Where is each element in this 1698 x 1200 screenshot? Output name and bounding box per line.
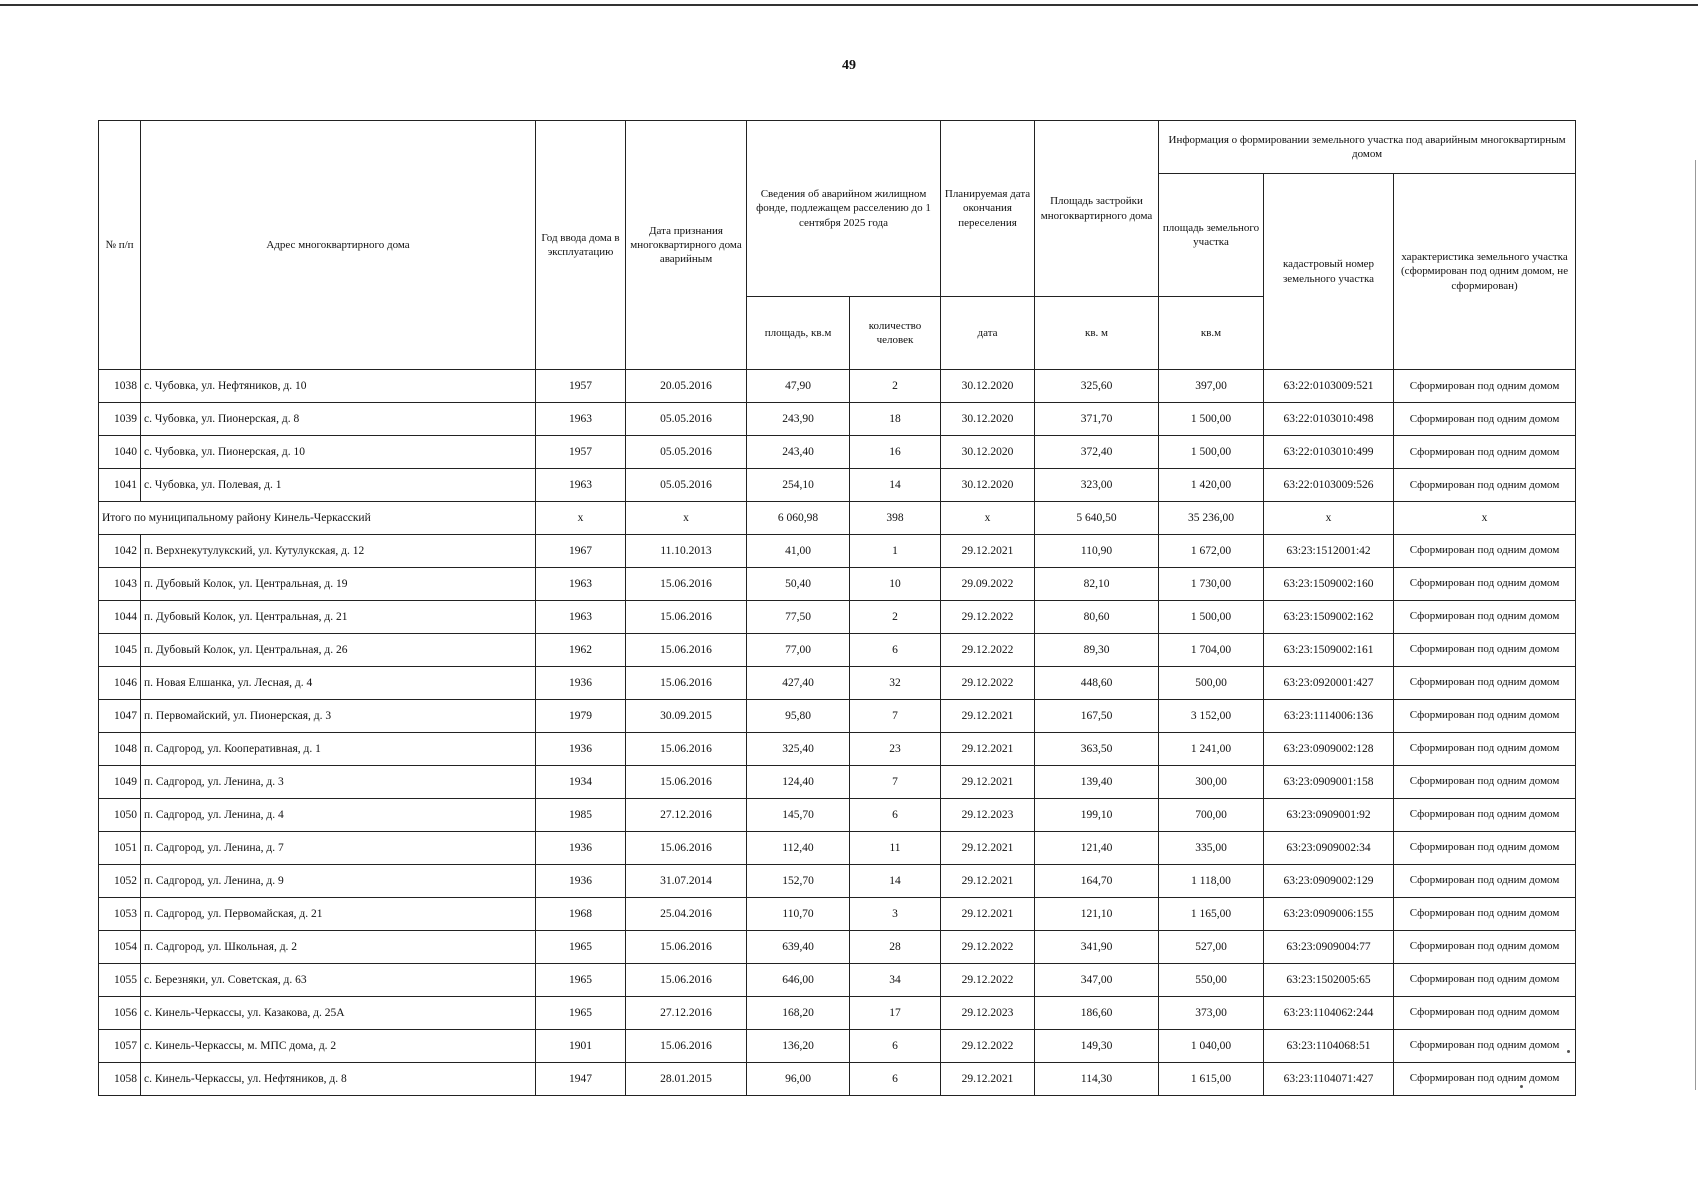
row-land-area: 1 730,00 (1159, 567, 1264, 600)
total-label: Итого по муниципальному району Кинель-Черкасский (99, 502, 536, 535)
row-date-recognized: 05.05.2016 (626, 403, 747, 436)
row-land-status: Сформирован под одним домом (1394, 666, 1576, 699)
row-address: п. Дубовый Колок, ул. Центральная, д. 19 (141, 567, 536, 600)
row-year: 1934 (536, 765, 626, 798)
table-row (99, 1029, 1576, 1062)
row-area: 41,00 (747, 534, 850, 567)
row-land-status: Сформирован под одним домом (1394, 534, 1576, 567)
row-area: 136,20 (747, 1029, 850, 1062)
row-address: п. Верхнекутулукский, ул. Кутулукская, д. 12 (141, 534, 536, 567)
row-area: 47,90 (747, 370, 850, 403)
row-building-area: 363,50 (1035, 732, 1159, 765)
total-cadastral: x (1264, 502, 1394, 535)
total-land-status: x (1394, 502, 1576, 535)
row-land-area: 1 672,00 (1159, 534, 1264, 567)
row-land-area: 1 500,00 (1159, 600, 1264, 633)
table-row (99, 370, 1576, 403)
header-year: Год ввода дома в эксплуатацию (536, 121, 626, 370)
row-number: 1046 (99, 666, 141, 699)
table-row (99, 930, 1576, 963)
header-building-area: Площадь застройки многоквартирного дома (1035, 121, 1159, 297)
row-planned-end: 29.12.2021 (941, 864, 1035, 897)
table-row (99, 600, 1576, 633)
row-land-area: 3 152,00 (1159, 699, 1264, 732)
row-planned-end: 30.12.2020 (941, 469, 1035, 502)
header-land-characteristic: характеристика земельного участка (сформирован под одним домом, не сформирован) (1394, 174, 1576, 370)
row-people: 28 (850, 930, 941, 963)
row-year: 1962 (536, 633, 626, 666)
table-row (99, 633, 1576, 666)
row-address: с. Березняки, ул. Советская, д. 63 (141, 963, 536, 996)
row-number: 1052 (99, 864, 141, 897)
row-year: 1963 (536, 469, 626, 502)
row-address: с. Чубовка, ул. Полевая, д. 1 (141, 469, 536, 502)
row-land-status: Сформирован под одним домом (1394, 403, 1576, 436)
unit-land: кв.м (1159, 297, 1264, 370)
row-people: 32 (850, 666, 941, 699)
row-people: 6 (850, 1062, 941, 1095)
row-date-recognized: 15.06.2016 (626, 930, 747, 963)
row-cadastral: 63:23:1512001:42 (1264, 534, 1394, 567)
header-land-area: площадь земельного участка (1159, 174, 1264, 297)
row-planned-end: 30.12.2020 (941, 370, 1035, 403)
header-num: № п/п (99, 121, 141, 370)
total-building: 5 640,50 (1035, 502, 1159, 535)
row-cadastral: 63:23:0909002:129 (1264, 864, 1394, 897)
row-land-area: 335,00 (1159, 831, 1264, 864)
row-cadastral: 63:23:0909002:34 (1264, 831, 1394, 864)
row-area: 50,40 (747, 567, 850, 600)
scan-margin-line (1695, 160, 1696, 1090)
row-number: 1048 (99, 732, 141, 765)
row-address: с. Кинель-Черкассы, ул. Нефтяников, д. 8 (141, 1062, 536, 1095)
row-date-recognized: 15.06.2016 (626, 666, 747, 699)
row-land-status: Сформирован под одним домом (1394, 633, 1576, 666)
row-planned-end: 29.12.2021 (941, 765, 1035, 798)
table-row (99, 1062, 1576, 1095)
row-address: п. Дубовый Колок, ул. Центральная, д. 21 (141, 600, 536, 633)
row-cadastral: 63:22:0103010:499 (1264, 436, 1394, 469)
table-row (99, 436, 1576, 469)
row-area: 168,20 (747, 996, 850, 1029)
row-building-area: 186,60 (1035, 996, 1159, 1029)
row-planned-end: 29.12.2022 (941, 633, 1035, 666)
table-row (99, 831, 1576, 864)
row-number: 1054 (99, 930, 141, 963)
row-building-area: 82,10 (1035, 567, 1159, 600)
row-number: 1042 (99, 534, 141, 567)
table-row (99, 897, 1576, 930)
row-building-area: 323,00 (1035, 469, 1159, 502)
row-planned-end: 29.12.2021 (941, 732, 1035, 765)
row-land-status: Сформирован под одним домом (1394, 1029, 1576, 1062)
row-number: 1043 (99, 567, 141, 600)
row-address: с. Кинель-Черкассы, м. МПС дома, д. 2 (141, 1029, 536, 1062)
row-building-area: 80,60 (1035, 600, 1159, 633)
row-number: 1056 (99, 996, 141, 1029)
row-year: 1936 (536, 831, 626, 864)
row-people: 16 (850, 436, 941, 469)
row-land-status: Сформирован под одним домом (1394, 469, 1576, 502)
row-building-area: 167,50 (1035, 699, 1159, 732)
row-address: п. Новая Елшанка, ул. Лесная, д. 4 (141, 666, 536, 699)
row-land-area: 1 241,00 (1159, 732, 1264, 765)
table-row (99, 567, 1576, 600)
table-row (99, 403, 1576, 436)
emergency-housing-table (98, 120, 1576, 1096)
row-year: 1967 (536, 534, 626, 567)
scan-speck (1520, 1085, 1523, 1088)
unit-people: количество человек (850, 297, 941, 370)
row-date-recognized: 05.05.2016 (626, 436, 747, 469)
row-planned-end: 29.12.2021 (941, 831, 1035, 864)
row-people: 6 (850, 633, 941, 666)
row-date-recognized: 27.12.2016 (626, 798, 747, 831)
row-people: 2 (850, 600, 941, 633)
row-land-status: Сформирован под одним домом (1394, 370, 1576, 403)
row-area: 95,80 (747, 699, 850, 732)
row-people: 34 (850, 963, 941, 996)
row-cadastral: 63:23:1104068:51 (1264, 1029, 1394, 1062)
row-cadastral: 63:23:1509002:162 (1264, 600, 1394, 633)
row-address: с. Чубовка, ул. Пионерская, д. 8 (141, 403, 536, 436)
row-cadastral: 63:23:1104062:244 (1264, 996, 1394, 1029)
row-date-recognized: 15.06.2016 (626, 831, 747, 864)
row-land-area: 1 704,00 (1159, 633, 1264, 666)
row-building-area: 448,60 (1035, 666, 1159, 699)
row-building-area: 347,00 (1035, 963, 1159, 996)
row-year: 1963 (536, 403, 626, 436)
row-year: 1968 (536, 897, 626, 930)
row-number: 1051 (99, 831, 141, 864)
row-planned-end: 30.12.2020 (941, 436, 1035, 469)
row-area: 325,40 (747, 732, 850, 765)
row-people: 18 (850, 403, 941, 436)
row-land-area: 500,00 (1159, 666, 1264, 699)
row-cadastral: 63:23:1509002:160 (1264, 567, 1394, 600)
row-land-status: Сформирован под одним домом (1394, 1062, 1576, 1095)
table-row (99, 963, 1576, 996)
row-land-status: Сформирован под одним домом (1394, 798, 1576, 831)
row-cadastral: 63:23:1104071:427 (1264, 1062, 1394, 1095)
row-planned-end: 29.09.2022 (941, 567, 1035, 600)
row-year: 1965 (536, 996, 626, 1029)
unit-date: дата (941, 297, 1035, 370)
row-people: 1 (850, 534, 941, 567)
row-area: 145,70 (747, 798, 850, 831)
row-cadastral: 63:23:0920001:427 (1264, 666, 1394, 699)
row-planned-end: 29.12.2021 (941, 897, 1035, 930)
row-planned-end: 30.12.2020 (941, 403, 1035, 436)
row-building-area: 89,30 (1035, 633, 1159, 666)
row-planned-end: 29.12.2022 (941, 930, 1035, 963)
row-people: 2 (850, 370, 941, 403)
row-address: п. Первомайский, ул. Пионерская, д. 3 (141, 699, 536, 732)
row-number: 1047 (99, 699, 141, 732)
row-date-recognized: 20.05.2016 (626, 370, 747, 403)
row-area: 243,40 (747, 436, 850, 469)
row-land-area: 1 165,00 (1159, 897, 1264, 930)
row-year: 1963 (536, 600, 626, 633)
total-land: 35 236,00 (1159, 502, 1264, 535)
row-building-area: 114,30 (1035, 1062, 1159, 1095)
row-people: 7 (850, 765, 941, 798)
row-building-area: 325,60 (1035, 370, 1159, 403)
row-address: п. Садгород, ул. Ленина, д. 9 (141, 864, 536, 897)
row-land-area: 373,00 (1159, 996, 1264, 1029)
row-number: 1045 (99, 633, 141, 666)
row-land-area: 1 500,00 (1159, 436, 1264, 469)
total-year: x (536, 502, 626, 535)
row-land-status: Сформирован под одним домом (1394, 732, 1576, 765)
row-land-area: 1 500,00 (1159, 403, 1264, 436)
row-area: 639,40 (747, 930, 850, 963)
header-emergency-fund: Сведения об аварийном жилищном фонде, подлежащем расселению до 1 сентября 2025 года (747, 121, 941, 297)
row-land-status: Сформирован под одним домом (1394, 963, 1576, 996)
row-area: 112,40 (747, 831, 850, 864)
header-cadastral: кадастровый номер земельного участка (1264, 174, 1394, 370)
row-planned-end: 29.12.2022 (941, 963, 1035, 996)
row-area: 77,00 (747, 633, 850, 666)
row-year: 1936 (536, 732, 626, 765)
row-land-area: 527,00 (1159, 930, 1264, 963)
row-address: п. Садгород, ул. Кооперативная, д. 1 (141, 732, 536, 765)
row-cadastral: 63:23:1502005:65 (1264, 963, 1394, 996)
row-land-status: Сформирован под одним домом (1394, 864, 1576, 897)
total-date: x (626, 502, 747, 535)
row-building-area: 371,70 (1035, 403, 1159, 436)
total-end: x (941, 502, 1035, 535)
row-building-area: 199,10 (1035, 798, 1159, 831)
row-people: 14 (850, 469, 941, 502)
row-land-area: 397,00 (1159, 370, 1264, 403)
row-date-recognized: 30.09.2015 (626, 699, 747, 732)
table-row (99, 732, 1576, 765)
row-land-status: Сформирован под одним домом (1394, 436, 1576, 469)
row-number: 1044 (99, 600, 141, 633)
row-date-recognized: 28.01.2015 (626, 1062, 747, 1095)
row-date-recognized: 15.06.2016 (626, 633, 747, 666)
row-cadastral: 63:23:0909001:92 (1264, 798, 1394, 831)
row-cadastral: 63:23:1509002:161 (1264, 633, 1394, 666)
row-address: п. Садгород, ул. Ленина, д. 7 (141, 831, 536, 864)
row-number: 1053 (99, 897, 141, 930)
row-number: 1057 (99, 1029, 141, 1062)
row-people: 17 (850, 996, 941, 1029)
row-cadastral: 63:23:0909002:128 (1264, 732, 1394, 765)
row-people: 23 (850, 732, 941, 765)
row-land-area: 1 118,00 (1159, 864, 1264, 897)
row-date-recognized: 27.12.2016 (626, 996, 747, 1029)
row-year: 1957 (536, 370, 626, 403)
row-planned-end: 29.12.2021 (941, 699, 1035, 732)
row-area: 254,10 (747, 469, 850, 502)
row-planned-end: 29.12.2022 (941, 1029, 1035, 1062)
row-land-status: Сформирован под одним домом (1394, 699, 1576, 732)
row-area: 110,70 (747, 897, 850, 930)
row-building-area: 121,10 (1035, 897, 1159, 930)
total-row (99, 502, 1576, 535)
row-address: п. Садгород, ул. Первомайская, д. 21 (141, 897, 536, 930)
row-building-area: 121,40 (1035, 831, 1159, 864)
row-building-area: 149,30 (1035, 1029, 1159, 1062)
row-cadastral: 63:22:0103009:521 (1264, 370, 1394, 403)
scan-speck (1567, 1050, 1570, 1053)
row-building-area: 139,40 (1035, 765, 1159, 798)
table-row (99, 798, 1576, 831)
row-date-recognized: 05.05.2016 (626, 469, 747, 502)
row-land-status: Сформирован под одним домом (1394, 996, 1576, 1029)
table-row (99, 534, 1576, 567)
row-building-area: 372,40 (1035, 436, 1159, 469)
row-people: 7 (850, 699, 941, 732)
row-year: 1965 (536, 963, 626, 996)
row-land-status: Сформирован под одним домом (1394, 600, 1576, 633)
table-row (99, 666, 1576, 699)
row-date-recognized: 15.06.2016 (626, 732, 747, 765)
row-year: 1936 (536, 864, 626, 897)
row-year: 1901 (536, 1029, 626, 1062)
row-address: п. Садгород, ул. Ленина, д. 3 (141, 765, 536, 798)
row-date-recognized: 15.06.2016 (626, 765, 747, 798)
header-date-recognized: Дата признания многоквартирного дома аварийным (626, 121, 747, 370)
row-land-status: Сформирован под одним домом (1394, 765, 1576, 798)
row-date-recognized: 15.06.2016 (626, 1029, 747, 1062)
row-planned-end: 29.12.2023 (941, 996, 1035, 1029)
row-number: 1050 (99, 798, 141, 831)
row-address: п. Садгород, ул. Школьная, д. 2 (141, 930, 536, 963)
row-building-area: 341,90 (1035, 930, 1159, 963)
row-planned-end: 29.12.2022 (941, 600, 1035, 633)
row-cadastral: 63:22:0103010:498 (1264, 403, 1394, 436)
row-year: 1947 (536, 1062, 626, 1095)
row-address: п. Садгород, ул. Ленина, д. 4 (141, 798, 536, 831)
unit-building: кв. м (1035, 297, 1159, 370)
row-year: 1936 (536, 666, 626, 699)
row-land-status: Сформирован под одним домом (1394, 831, 1576, 864)
row-people: 11 (850, 831, 941, 864)
total-people: 398 (850, 502, 941, 535)
row-cadastral: 63:23:0909006:155 (1264, 897, 1394, 930)
row-planned-end: 29.12.2022 (941, 666, 1035, 699)
row-date-recognized: 15.06.2016 (626, 567, 747, 600)
row-area: 124,40 (747, 765, 850, 798)
row-number: 1039 (99, 403, 141, 436)
table-row (99, 864, 1576, 897)
unit-area: площадь, кв.м (747, 297, 850, 370)
row-people: 3 (850, 897, 941, 930)
row-people: 6 (850, 798, 941, 831)
row-people: 14 (850, 864, 941, 897)
row-address: с. Кинель-Черкассы, ул. Казакова, д. 25А (141, 996, 536, 1029)
row-area: 243,90 (747, 403, 850, 436)
row-address: п. Дубовый Колок, ул. Центральная, д. 26 (141, 633, 536, 666)
row-date-recognized: 15.06.2016 (626, 600, 747, 633)
row-land-area: 1 420,00 (1159, 469, 1264, 502)
row-year: 1963 (536, 567, 626, 600)
row-cadastral: 63:23:0909001:158 (1264, 765, 1394, 798)
row-land-status: Сформирован под одним домом (1394, 567, 1576, 600)
row-number: 1038 (99, 370, 141, 403)
row-date-recognized: 15.06.2016 (626, 963, 747, 996)
row-people: 6 (850, 1029, 941, 1062)
row-year: 1957 (536, 436, 626, 469)
row-building-area: 164,70 (1035, 864, 1159, 897)
row-area: 646,00 (747, 963, 850, 996)
row-number: 1058 (99, 1062, 141, 1095)
row-land-area: 1 040,00 (1159, 1029, 1264, 1062)
table-row (99, 996, 1576, 1029)
row-number: 1040 (99, 436, 141, 469)
row-land-area: 700,00 (1159, 798, 1264, 831)
total-area: 6 060,98 (747, 502, 850, 535)
row-cadastral: 63:22:0103009:526 (1264, 469, 1394, 502)
table-row (99, 765, 1576, 798)
top-border-line (0, 4, 1698, 6)
table-body (99, 370, 1576, 1096)
row-land-area: 1 615,00 (1159, 1062, 1264, 1095)
row-number: 1049 (99, 765, 141, 798)
table-row (99, 699, 1576, 732)
row-cadastral: 63:23:0909004:77 (1264, 930, 1394, 963)
row-people: 10 (850, 567, 941, 600)
row-date-recognized: 31.07.2014 (626, 864, 747, 897)
row-year: 1979 (536, 699, 626, 732)
row-planned-end: 29.12.2023 (941, 798, 1035, 831)
row-planned-end: 29.12.2021 (941, 534, 1035, 567)
row-land-status: Сформирован под одним домом (1394, 930, 1576, 963)
row-area: 427,40 (747, 666, 850, 699)
row-area: 77,50 (747, 600, 850, 633)
row-number: 1055 (99, 963, 141, 996)
row-planned-end: 29.12.2021 (941, 1062, 1035, 1095)
table-row (99, 469, 1576, 502)
row-year: 1985 (536, 798, 626, 831)
row-date-recognized: 25.04.2016 (626, 897, 747, 930)
row-land-status: Сформирован под одним домом (1394, 897, 1576, 930)
row-number: 1041 (99, 469, 141, 502)
row-building-area: 110,90 (1035, 534, 1159, 567)
row-area: 152,70 (747, 864, 850, 897)
row-address: с. Чубовка, ул. Нефтяников, д. 10 (141, 370, 536, 403)
row-area: 96,00 (747, 1062, 850, 1095)
row-year: 1965 (536, 930, 626, 963)
row-land-area: 550,00 (1159, 963, 1264, 996)
header-planned-end: Планируемая дата окончания переселения (941, 121, 1035, 297)
row-address: с. Чубовка, ул. Пионерская, д. 10 (141, 436, 536, 469)
page-number: 49 (842, 58, 856, 73)
header-address: Адрес многоквартирного дома (141, 121, 536, 370)
row-cadastral: 63:23:1114006:136 (1264, 699, 1394, 732)
header-land-info: Информация о формировании земельного участка под аварийным многоквартирным домом (1159, 121, 1576, 174)
row-date-recognized: 11.10.2013 (626, 534, 747, 567)
row-land-area: 300,00 (1159, 765, 1264, 798)
